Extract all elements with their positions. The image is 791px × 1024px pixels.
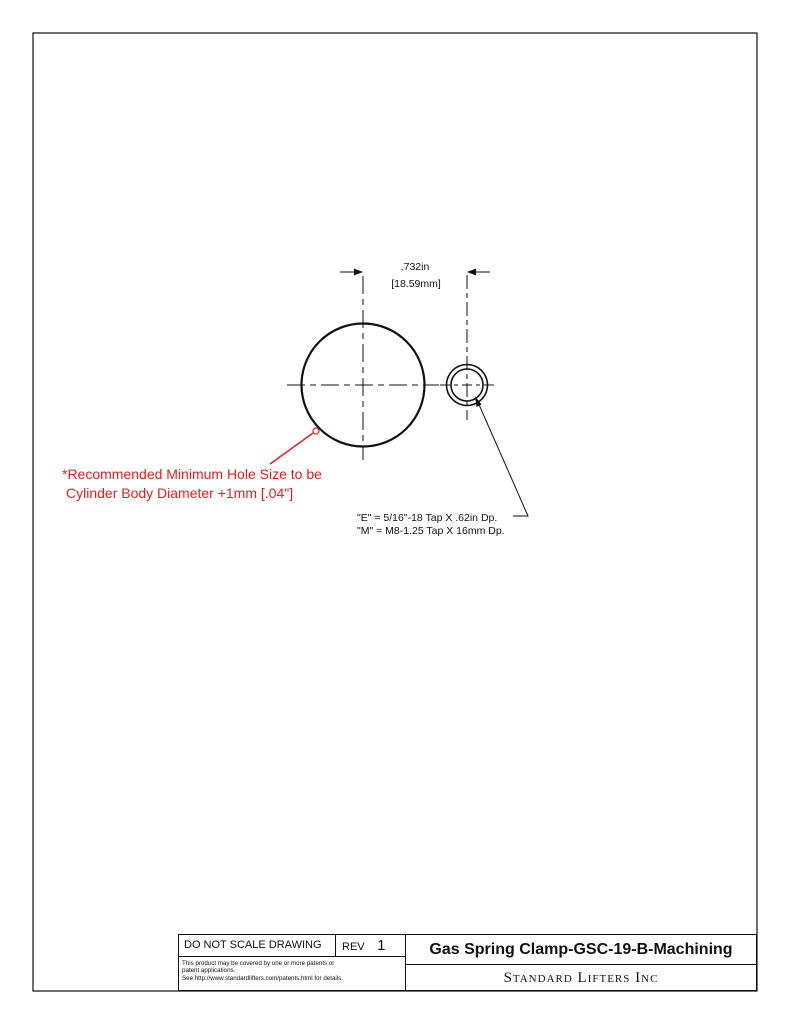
tap-callout <box>357 396 528 537</box>
revision-label: REV <box>342 941 365 953</box>
hole-note-leader <box>270 433 313 464</box>
tap-callout-line-1: "E" = 5/16"-18 Tap X .62in Dp. <box>357 512 498 524</box>
revision-value: 1 <box>377 937 386 954</box>
patent-notice <box>179 957 406 991</box>
dimension-arrowhead-left <box>354 269 363 276</box>
hole-note-line-1: *Recommended Minimum Hole Size to be <box>62 466 322 482</box>
hole-size-note <box>62 428 322 501</box>
do-not-scale-label: DO NOT SCALE DRAWING <box>179 935 336 957</box>
tapped-hole <box>440 275 496 420</box>
tap-callout-line-2: "M" = M8-1.25 Tap X 16mm Dp. <box>357 525 505 537</box>
dimension-imperial: .732in <box>400 261 430 273</box>
patent-line-2: patent applications. <box>182 967 236 975</box>
large-hole <box>287 276 439 460</box>
title-block <box>178 934 757 991</box>
hole-note-leader-dot <box>313 428 319 434</box>
dimension-metric: [18.59mm] <box>391 278 441 290</box>
company-name: Standard Lifters Inc <box>503 970 659 986</box>
patent-line-3: See http://www.standardlifters.com/patents.html for details. <box>182 974 343 982</box>
patent-line-1: This product may be covered by one or more patents or <box>182 960 335 967</box>
tap-callout-leader <box>477 400 528 516</box>
hole-note-line-2: Cylinder Body Diameter +1mm [.04"] <box>66 485 294 501</box>
drawing-title: Gas Spring Clamp-GSC-19-B-Machining <box>406 935 756 965</box>
revision-cell <box>336 935 406 957</box>
dimension-arrowhead-right <box>467 269 476 276</box>
tap-callout-arrowhead <box>475 396 482 407</box>
